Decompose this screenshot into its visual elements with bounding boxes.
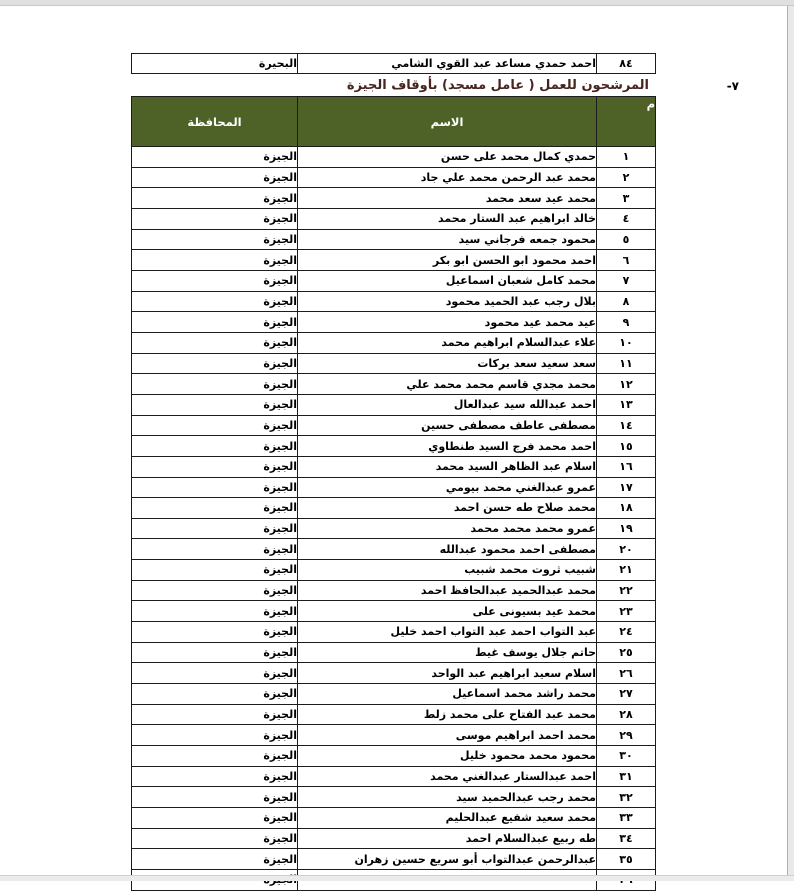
candidate-name-cell: خالد ابراهيم عبد الستار محمد (298, 208, 597, 229)
governorate-cell: الجيزة (132, 477, 298, 498)
page-right-edge-gutter (787, 5, 794, 876)
candidate-name-cell: عمرو محمد محمد محمد (298, 518, 597, 539)
table-row (132, 394, 656, 415)
page-bottom-edge-strip (0, 875, 794, 881)
candidate-name-cell: مصطفى عاطف مصطفى حسين (298, 415, 597, 436)
row-number-cell: ٤ (597, 208, 656, 229)
row-number-cell: ٢ (597, 167, 656, 188)
candidate-name-cell: اسلام سعيد ابراهيم عبد الواحد (298, 663, 597, 684)
app-top-edge-strip (0, 0, 794, 6)
governorate-cell: الجيزة (132, 291, 298, 312)
governorate-cell: البحيرة (132, 54, 298, 74)
row-number-cell: ٣١ (597, 766, 656, 787)
row-number-cell: ٢٧ (597, 684, 656, 705)
row-number-cell: ١١ (597, 353, 656, 374)
governorate-cell: الجيزة (132, 663, 298, 684)
row-number-cell: ٣٥ (597, 849, 656, 870)
candidate-name-cell: محمد رجب عبدالحميد سيد (298, 787, 597, 808)
governorate-cell: الجيزة (132, 518, 298, 539)
table-row (132, 353, 656, 374)
governorate-cell: الجيزة (132, 642, 298, 663)
table-row (132, 684, 656, 705)
table-body (132, 147, 656, 870)
header-number: م (597, 97, 656, 147)
candidate-name-cell: طه ربيع عبدالسلام احمد (298, 828, 597, 849)
row-number-cell: ٦ (597, 250, 656, 271)
row-number-cell: ٢٢ (597, 580, 656, 601)
governorate-cell: الجيزة (132, 353, 298, 374)
table-row (132, 725, 656, 746)
row-number-cell: ١٢ (597, 374, 656, 395)
governorate-cell: الجيزة (132, 539, 298, 560)
row-number-cell: ٣٢ (597, 787, 656, 808)
candidate-name-cell: محمد عبد الرحمن محمد علي جاد (298, 167, 597, 188)
row-number-cell: ١٧ (597, 477, 656, 498)
governorate-cell: الجيزة (132, 332, 298, 353)
governorate-cell: الجيزة (132, 808, 298, 829)
header-name: الاسم (298, 97, 597, 147)
candidate-name-cell: احمد محمود ابو الحسن ابو بكر (298, 250, 597, 271)
row-number-cell: ١٠ (597, 332, 656, 353)
row-number-cell: ٣٠ (597, 746, 656, 767)
candidates-table-clip (133, 96, 656, 876)
previous-table-remnant (131, 53, 656, 74)
governorate-cell: الجيزة (132, 436, 298, 457)
governorate-cell: الجيزة (132, 622, 298, 643)
governorate-cell: الجيزة (132, 415, 298, 436)
governorate-cell: الجيزة (132, 684, 298, 705)
governorate-cell: الجيزة (132, 374, 298, 395)
row-number-cell: ٢٣ (597, 601, 656, 622)
table-row (132, 808, 656, 829)
row-number-cell: ٢٨ (597, 704, 656, 725)
candidate-name-cell: احمد حمدي مساعد عبد القوي الشامي (298, 54, 597, 74)
governorate-cell: الجيزة (132, 208, 298, 229)
table-row (132, 828, 656, 849)
row-number-cell: ١٥ (597, 436, 656, 457)
table-row (132, 787, 656, 808)
list-number-marker: ٧- (726, 79, 739, 93)
candidate-name-cell: محمد عيد بسيونى على (298, 601, 597, 622)
governorate-cell: الجيزة (132, 725, 298, 746)
candidate-name-cell: محمد احمد ابراهيم موسى (298, 725, 597, 746)
table-row (132, 746, 656, 767)
row-number-cell: ٣٤ (597, 828, 656, 849)
row-number-cell: ٢٦ (597, 663, 656, 684)
candidate-name-cell: عيد محمد عيد محمود (298, 312, 597, 333)
table-row (132, 270, 656, 291)
governorate-cell: الجيزة (132, 746, 298, 767)
table-row (132, 580, 656, 601)
candidate-name-cell: حمدي كمال محمد على حسن (298, 147, 597, 168)
table-row (132, 291, 656, 312)
governorate-cell: الجيزة (132, 828, 298, 849)
table-row (132, 436, 656, 457)
row-number-cell: ١٦ (597, 456, 656, 477)
candidate-name-cell: محمود محمد محمود خليل (298, 746, 597, 767)
previous-table (131, 53, 656, 74)
governorate-cell: الجيزة (132, 560, 298, 581)
table-row (132, 250, 656, 271)
table-row (132, 332, 656, 353)
candidate-name-cell: شبيب ثروت محمد شبيب (298, 560, 597, 581)
row-number-cell: ١ (597, 147, 656, 168)
row-number-cell: ٨ (597, 291, 656, 312)
governorate-cell: الجيزة (132, 498, 298, 519)
document-page (0, 5, 788, 876)
candidate-name-cell: محمود جمعه فرجاني سيد (298, 229, 597, 250)
table-row (132, 229, 656, 250)
row-number-cell: ٨٤ (597, 54, 656, 74)
table-row (132, 642, 656, 663)
table-row (132, 147, 656, 168)
table-row (132, 663, 656, 684)
table-row (132, 539, 656, 560)
row-number-cell: ٧ (597, 270, 656, 291)
candidate-name-cell: عبد التواب احمد عبد التواب احمد خليل (298, 622, 597, 643)
candidate-name-cell: محمد راشد محمد اسماعيل (298, 684, 597, 705)
governorate-cell: الجيزة (132, 456, 298, 477)
candidate-name-cell: اسلام عبد الظاهر السيد محمد (298, 456, 597, 477)
governorate-cell: الجيزة (132, 601, 298, 622)
candidate-name-cell: محمد صلاح طه حسن احمد (298, 498, 597, 519)
candidate-name-cell: عمرو عبدالغني محمد بيومي (298, 477, 597, 498)
table-row (132, 766, 656, 787)
candidate-name-cell: بلال رجب عبد الحميد محمود (298, 291, 597, 312)
governorate-cell: الجيزة (132, 229, 298, 250)
governorate-cell: الجيزة (132, 167, 298, 188)
table-row (132, 560, 656, 581)
row-number-cell: ٣ (597, 188, 656, 209)
header-governorate: المحافظة (132, 97, 298, 147)
row-number-cell: ٩ (597, 312, 656, 333)
table-row (132, 622, 656, 643)
candidates-table (131, 96, 656, 891)
row-number-cell: ٢٤ (597, 622, 656, 643)
table-row (132, 54, 656, 74)
row-number-cell: ١٣ (597, 394, 656, 415)
table-row (132, 374, 656, 395)
row-number-cell: ٢٥ (597, 642, 656, 663)
table-header (132, 97, 656, 147)
candidate-name-cell: احمد محمد فرج السيد طنطاوي (298, 436, 597, 457)
row-number-cell: ٢٠ (597, 539, 656, 560)
candidate-name-cell: محمد عبد الفتاح على محمد زلط (298, 704, 597, 725)
row-number-cell: ٣٣ (597, 808, 656, 829)
table-row (132, 456, 656, 477)
governorate-cell: الجيزة (132, 250, 298, 271)
governorate-cell: الجيزة (132, 849, 298, 870)
row-number-cell: ١٨ (597, 498, 656, 519)
table-row (132, 208, 656, 229)
candidate-name-cell: محمد عبدالحميد عبدالحافظ احمد (298, 580, 597, 601)
table-row (132, 601, 656, 622)
candidate-name-cell: سعد سعيد سعد بركات (298, 353, 597, 374)
table-row (132, 498, 656, 519)
candidate-name-cell: مصطفى احمد محمود عبدالله (298, 539, 597, 560)
candidate-name-cell: احمد عبدالستار عبدالغني محمد (298, 766, 597, 787)
section-title: المرشحون للعمل ( عامل مسجد) بأوقاف الجيزة (346, 78, 649, 93)
governorate-cell: الجيزة (132, 394, 298, 415)
row-number-cell: ٢١ (597, 560, 656, 581)
governorate-cell: الجيزة (132, 312, 298, 333)
table-row (132, 415, 656, 436)
candidate-name-cell: حاتم جلال يوسف غيط (298, 642, 597, 663)
table-row (132, 167, 656, 188)
candidate-name-cell: محمد سعيد شفيع عبدالحليم (298, 808, 597, 829)
governorate-cell: الجيزة (132, 188, 298, 209)
governorate-cell: الجيزة (132, 704, 298, 725)
table-row (132, 477, 656, 498)
candidate-name-cell: عبدالرحمن عبدالتواب أبو سريع حسين زهران (298, 849, 597, 870)
row-number-cell: ٢٩ (597, 725, 656, 746)
header-row (132, 97, 656, 147)
governorate-cell: الجيزة (132, 270, 298, 291)
governorate-cell: الجيزة (132, 766, 298, 787)
table-row (132, 188, 656, 209)
governorate-cell: الجيزة (132, 147, 298, 168)
table-row (132, 849, 656, 870)
row-number-cell: ١٩ (597, 518, 656, 539)
table-row (132, 704, 656, 725)
candidate-name-cell: علاء عبدالسلام ابراهيم محمد (298, 332, 597, 353)
row-number-cell: ١٤ (597, 415, 656, 436)
candidate-name-cell: محمد مجدي قاسم محمد محمد علي (298, 374, 597, 395)
candidate-name-cell: محمد كامل شعبان اسماعيل (298, 270, 597, 291)
candidate-name-cell: احمد عبدالله سيد عبدالعال (298, 394, 597, 415)
governorate-cell: الجيزة (132, 580, 298, 601)
table-row (132, 312, 656, 333)
table-row (132, 518, 656, 539)
candidate-name-cell: محمد عيد سعد محمد (298, 188, 597, 209)
governorate-cell: الجيزة (132, 787, 298, 808)
row-number-cell: ٥ (597, 229, 656, 250)
